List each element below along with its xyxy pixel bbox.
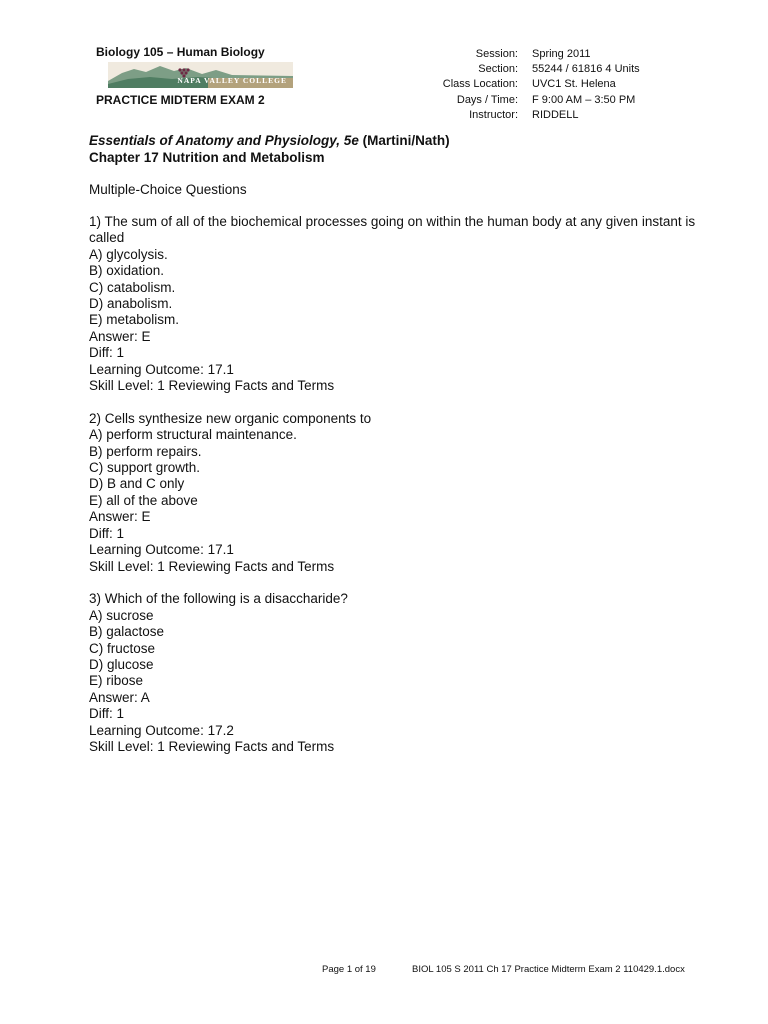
info-value: Spring 2011 — [532, 48, 591, 60]
info-label: Days / Time: — [456, 93, 518, 106]
option-c: C) catabolism. — [89, 279, 176, 295]
info-row-time — [420, 93, 640, 108]
option-b: B) oxidation. — [89, 263, 165, 279]
info-row-section — [420, 62, 640, 77]
option-e: E) metabolism. — [89, 312, 180, 328]
info-value: UVC1 St. Helena — [532, 78, 616, 91]
question-list — [89, 214, 729, 772]
option-b: B) perform repairs. — [89, 443, 202, 459]
textbook-reference — [89, 132, 450, 149]
book-title: Essentials of Anatomy and Physiology, 5e — [89, 133, 359, 148]
info-value: F 9:00 AM – 3:50 PM — [532, 93, 636, 106]
option-a: A) sucrose — [89, 607, 154, 623]
option-d: D) B and C only — [89, 476, 185, 492]
answer-line: Answer: E — [89, 328, 151, 344]
learning-outcome-line: Learning Outcome: 17.2 — [89, 722, 234, 738]
college-logo — [108, 62, 293, 88]
learning-outcome-line: Learning Outcome: 17.1 — [89, 361, 234, 377]
info-row-session — [420, 47, 640, 62]
option-d: D) anabolism. — [89, 296, 173, 312]
info-value: RIDDELL — [532, 108, 579, 121]
option-a: A) perform structural maintenance. — [89, 427, 297, 443]
difficulty-line: Diff: 1 — [89, 706, 125, 722]
course-title: Biology 105 – Human Biology — [96, 45, 265, 59]
difficulty-line: Diff: 1 — [89, 525, 125, 541]
option-e: E) all of the above — [89, 492, 198, 508]
answer-line: Answer: E — [89, 509, 151, 525]
option-c: C) fructose — [89, 640, 156, 656]
info-label: Class Location: — [442, 78, 518, 91]
option-d: D) glucose — [89, 656, 154, 672]
info-label: Session: — [475, 48, 518, 60]
option-e: E) ribose — [89, 673, 144, 689]
answer-line: Answer: A — [89, 689, 150, 705]
document-header-left — [96, 44, 296, 108]
question-text: 3) Which of the following is a disaccharide? — [89, 591, 348, 607]
section-heading: Multiple-Choice Questions — [89, 182, 247, 197]
learning-outcome-line: Learning Outcome: 17.1 — [89, 542, 234, 558]
question-3 — [89, 591, 729, 755]
option-c: C) support growth. — [89, 460, 201, 476]
question-text: 2) Cells synthesize new organic components to — [89, 410, 372, 426]
book-authors: (Martini/Nath) — [358, 133, 450, 148]
question-text: 1) The sum of all of the biochemical processes going on within the human body at any given instant is called — [89, 214, 696, 246]
page-number: Page 1 of 19 — [322, 964, 376, 975]
info-row-instructor — [420, 108, 640, 123]
question-2 — [89, 411, 729, 575]
chapter-heading: Chapter 17 Nutrition and Metabolism — [89, 150, 325, 165]
document-filename: BIOL 105 S 2011 Ch 17 Practice Midterm Exam 2 110429.1.docx — [412, 964, 685, 975]
skill-level-line: Skill Level: 1 Reviewing Facts and Terms — [89, 558, 335, 574]
difficulty-line: Diff: 1 — [89, 345, 125, 361]
logo-text: NAPA VALLEY COLLEGE — [177, 76, 287, 85]
skill-level-line: Skill Level: 1 Reviewing Facts and Terms — [89, 378, 335, 394]
option-b: B) galactose — [89, 624, 165, 640]
skill-level-line: Skill Level: 1 Reviewing Facts and Terms — [89, 738, 335, 754]
info-row-location — [420, 77, 640, 92]
info-label: Instructor: — [469, 108, 518, 121]
class-info-block — [420, 47, 640, 123]
exam-title: PRACTICE MIDTERM EXAM 2 — [96, 93, 265, 107]
question-1 — [89, 214, 729, 394]
info-label: Section: — [478, 63, 518, 76]
option-a: A) glycolysis. — [89, 246, 168, 262]
info-value: 55244 / 61816 4 Units — [532, 63, 640, 76]
